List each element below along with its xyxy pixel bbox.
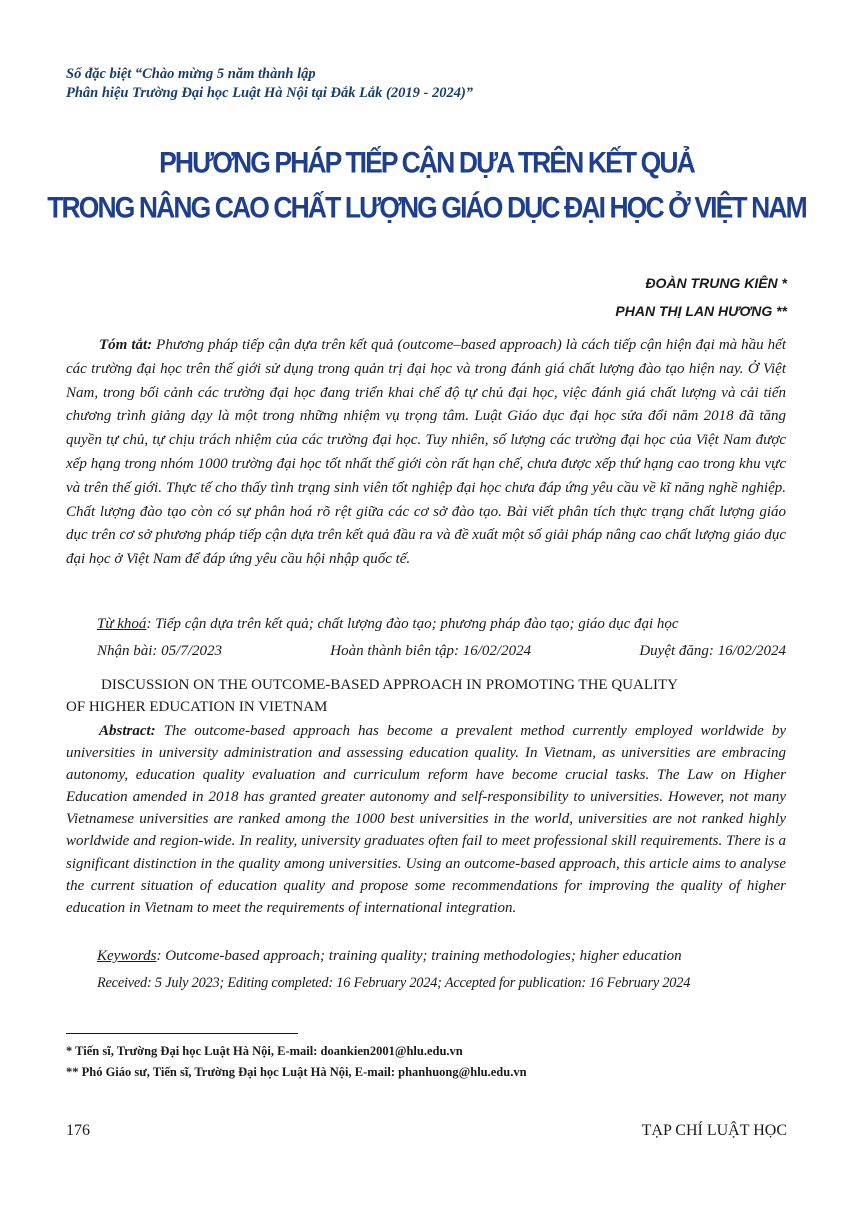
issue-line-1: Số đặc biệt “Chào mừng 5 năm thành lập [66,66,316,82]
footnote-1: * Tiến sĩ, Trường Đại học Luật Hà Nội, E-mail: doankien2001@hlu.edu.vn [66,1044,463,1058]
title-line-1: PHƯƠNG PHÁP TIẾP CẬN DỰA TRÊN KẾT QUẢ [159,145,694,180]
author-2: PHAN THỊ LAN HƯƠNG ** [615,303,787,319]
dates-vietnamese [97,641,786,661]
article-title [40,140,813,230]
accepted-date: Duyệt đăng: 16/02/2024 [639,643,786,659]
abstract-vietnamese [66,334,786,572]
journal-name: TẠP CHÍ LUẬT HỌC [641,1122,787,1139]
english-title-line-1: DISCUSSION ON THE OUTCOME-BASED APPROACH IN PROMOTING THE QUALITY [101,677,678,693]
abstract-en-label: Abstract: [99,723,156,739]
author-1: ĐOÀN TRUNG KIÊN * [645,275,787,291]
english-title-line-2: OF HIGHER EDUCATION IN VIETNAM [66,699,328,715]
keywords-english [97,946,786,966]
received-date: Nhận bài: 05/7/2023 [97,643,223,659]
keywords-en-text: : Outcome-based approach; training quality; training methodologies; higher education [156,948,682,964]
title-line-2: TRONG NÂNG CAO CHẤT LƯỢNG GIÁO DỤC ĐẠI HỌC Ở VIỆT NAM [47,190,806,224]
abstract-vi-text: Phương pháp tiếp cận dựa trên kết quả (outcome–based approach) là cách tiếp cận hiện đại mà hầu hết các trường đại học trên thế giới sử dụng trong quản trị đại học và trong đánh giá chất lượng đào tạo hiện nay. Ở Việt Nam, trong bối cảnh các trường đại học đang triển khai chế độ tự chủ đại học, việc đánh giá chất lượng và cải tiến chương trình giảng dạy là một trong những nhiệm vụ trọng tâm. Luật Giáo dục đại học sửa đổi năm 2018 đã tăng quyền tự chủ, tự chịu trách nhiệm của các trường đại học. Tuy nhiên, số lượng các trường đại học của Việt Nam được xếp hạng trong nhóm 1000 trường đại học tốt nhất thế giới còn rất hạn chế, chưa được xếp thứ hạng cao trong khu vực và trên thế giới. Thực tế cho thấy tình trạng sinh viên tốt nghiệp đại học chưa đáp ứng yêu cầu về kĩ năng nghề nghiệp. Chất lượng đào tạo còn có sự phân hoá rõ rệt giữa các cơ sở đào tạo. Bài viết phân tích thực trạng chất lượng giáo dục trên cơ sở phương pháp tiếp cận dựa trên kết quả đầu ra và đề xuất một số giải pháp nâng cao chất lượng giáo dục đại học ở Việt Nam để đáp ứng yêu cầu hội nhập quốc tế. [66,337,786,568]
english-title [66,674,786,718]
issue-line-2: Phân hiệu Trường Đại học Luật Hà Nội tại Đắk Lắk (2019 - 2024)” [66,85,474,101]
footnote-2: ** Phó Giáo sư, Tiến sĩ, Trường Đại học Luật Hà Nội, E-mail: phanhuong@hlu.edu.vn [66,1065,527,1079]
keywords-en-label: Keywords [97,948,157,964]
footnote-divider [66,1033,298,1034]
keywords-vietnamese [97,614,786,634]
abstract-vi-label: Tóm tắt: [99,337,153,353]
abstract-en-text: The outcome-based approach has become a prevalent method currently employed worldwide by universities in university administration and assessing education quality. In Vietnam, as universities are embracing autonomy, education quality evaluation and curriculum reform have become crucial tasks. The Law on Higher Education amended in 2018 has granted greater autonomy and self-responsibility to universities. However, not many Vietnamese universities are ranked among the 1000 best universities in the world, universities are not ranked highly worldwide and region-wide. In reality, university graduates often fail to meet professional skill requirements. There is a significant distinction in the quality among universities. Using an outcome-based approach, this article aims to analyse the current situation of education quality and propose some recommendations for improving the quality of higher education in Vietnam to meet the requirements of international integration. [66,723,787,916]
keywords-vi-text: : Tiếp cận dựa trên kết quả; chất lượng đào tạo; phương pháp đào tạo; giáo dục đại học [146,616,679,632]
dates-english: Received: 5 July 2023; Editing completed: 16 February 2024; Accepted for publication: 16 February 2024 [97,975,691,991]
keywords-vi-label: Từ khoá [97,616,147,632]
issue-header [66,65,786,103]
page-number: 176 [66,1122,90,1139]
edited-date: Hoàn thành biên tập: 16/02/2024 [330,643,532,659]
abstract-english [66,720,786,919]
